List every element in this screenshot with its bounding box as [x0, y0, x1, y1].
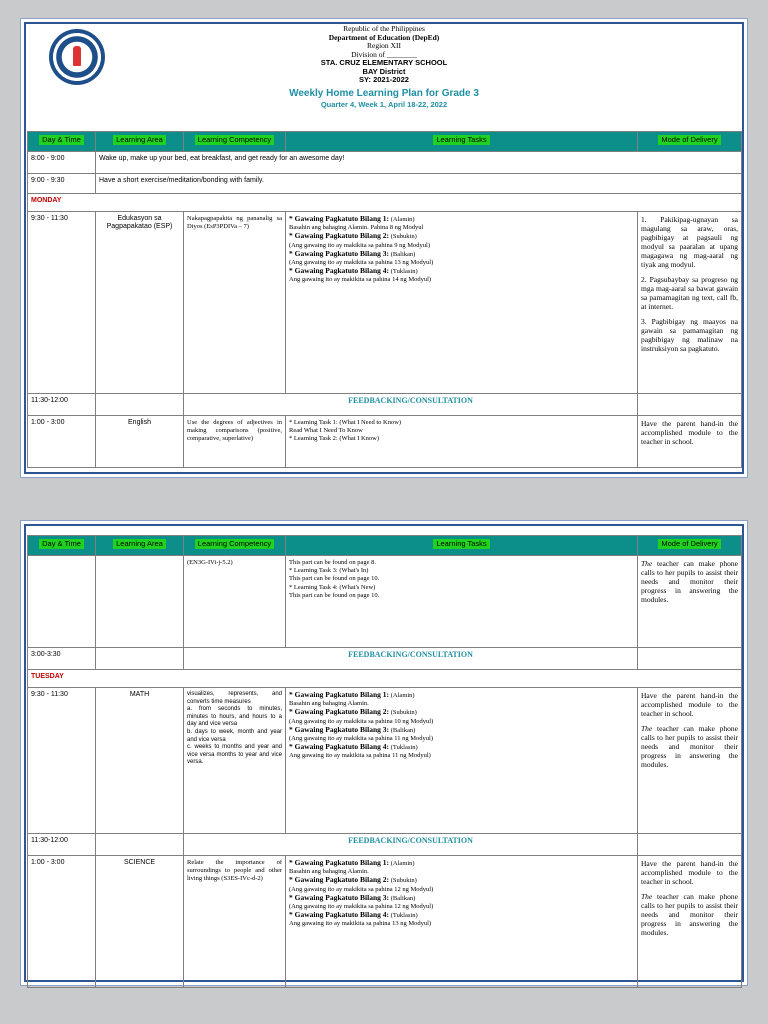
division-line: Division of ________ [351, 49, 417, 59]
task-line: (Ang gawaing ito ay makikita sa pahina 12 ng Modyul) [289, 903, 434, 911]
task-line: Basahin ang bahaging Alamin. Pahina 8 ng Modyul [289, 224, 424, 232]
page-1 [20, 18, 748, 478]
task-line [289, 691, 634, 700]
time-cell: 9:00 - 9:30 [28, 174, 96, 194]
table-header-row [28, 536, 742, 556]
empty-cell [96, 394, 184, 416]
header-label: Learning Competency [195, 539, 274, 549]
task-line: Ang gawaing ito ay makikita sa pahina 13 ng Modyul) [289, 920, 432, 928]
header-learning-tasks [286, 536, 638, 556]
header-label: Learning Tasks [433, 539, 489, 549]
task-label: * Gawaing Pagkatuto Bilang 4: [289, 910, 390, 920]
time-cell: 11:30-12:00 [28, 394, 96, 416]
delivery-italic: The [641, 559, 653, 568]
task-line: * Learning Task 2: (What I Know) [289, 435, 380, 443]
plan-title: Weekly Home Learning Plan for Grade 3 [289, 87, 479, 99]
header-learning-area [96, 536, 184, 556]
learning-area-cell: SCIENCE [96, 856, 184, 988]
task-line: Basahin ang bahaging Alamin. [289, 700, 369, 708]
header-label: Learning Area [113, 135, 166, 145]
table-row [28, 152, 742, 174]
task-line: This part can be found on page 10. [289, 575, 380, 583]
delivery-item: Have the parent hand-in the accomplished module to the teacher in school. [641, 859, 738, 886]
header-day-time [28, 536, 96, 556]
header-label: Learning Competency [195, 135, 274, 145]
task-tag: (Balikan) [390, 894, 416, 902]
tasks-cell [286, 688, 638, 834]
task-label: * Gawaing Pagkatuto Bilang 1: [289, 690, 390, 699]
delivery-item [641, 892, 738, 937]
task-line: * Learning Task 4: (What's New) [289, 583, 376, 591]
header-label: Mode of Delivery [658, 539, 720, 549]
feedback-label: FEEDBACKING/CONSULTATION [184, 394, 638, 416]
competency-cell [184, 688, 286, 834]
school-year: SY: 2021-2022 [359, 75, 409, 84]
competency-cell: (EN3G-IVi-j-5.2) [184, 556, 286, 648]
tasks-cell [286, 212, 638, 394]
feedback-label: FEEDBACKING/CONSULTATION [184, 834, 638, 856]
task-line [289, 215, 634, 224]
task-label: * Gawaing Pagkatuto Bilang 4: [289, 742, 390, 752]
header-label: Day & Time [39, 135, 84, 145]
table-row [28, 416, 742, 468]
delivery-item: 3. Pagbibigay ng maayos na gawain sa pamamagitan ng pagbibigay ng malinaw na instruksiyon sa pagkatuto. [641, 317, 738, 353]
task-tag: (Balikan) [390, 726, 416, 734]
header-learning-competency [184, 132, 286, 152]
header-mode-of-delivery [638, 536, 742, 556]
header-learning-tasks [286, 132, 638, 152]
task-tag: (Alamin) [390, 692, 415, 699]
task-tag: (Tuklasin) [390, 268, 418, 276]
activity-cell: Have a short exercise/meditation/bonding with family. [96, 174, 742, 194]
plan-subtitle: Quarter 4, Week 1, April 18-22, 2022 [320, 100, 448, 109]
task-label: * Gawaing Pagkatuto Bilang 3: [289, 248, 390, 258]
delivery-italic: The [641, 892, 653, 901]
learning-area-cell: MATH [96, 688, 184, 834]
competency-cell: Use the degrees of adjectives in making comparisons (positive, comparative, superlative) [184, 416, 286, 468]
task-line [289, 708, 634, 717]
table-row [28, 556, 742, 648]
task-tag: (Subukin) [390, 709, 417, 717]
task-label: * Gawaing Pagkatuto Bilang 2: [289, 875, 390, 885]
task-label: * Gawaing Pagkatuto Bilang 4: [289, 266, 390, 276]
competency-cell: Relate the importance of surroundings to people and other living things (S3ES-IVc-d-2) [184, 856, 286, 988]
department-line: Department of Education (DepEd) [328, 32, 440, 42]
competency-line: visualizes, represents, and converts time measures [187, 691, 282, 705]
task-line: Basahin ang bahaging Alamin. [289, 868, 369, 876]
delivery-cell [638, 856, 742, 988]
task-line: Ang gawaing ito ay makikita sa pahina 14 ng Modyul) [289, 276, 432, 284]
task-tag: (Alamin) [390, 860, 415, 867]
time-cell: 3:00-3:30 [28, 648, 96, 670]
task-tag: (Tuklasin) [390, 744, 418, 752]
day-label: TUESDAY [28, 670, 742, 688]
task-line [289, 876, 634, 885]
header-mode-of-delivery [638, 132, 742, 152]
header-learning-area [96, 132, 184, 152]
tasks-cell [286, 556, 638, 648]
task-line: This part can be found on page 10. [289, 591, 380, 599]
task-line [289, 232, 634, 241]
header-label: Learning Area [113, 539, 166, 549]
delivery-cell [638, 212, 742, 394]
task-line [289, 859, 634, 868]
competency-line: c. weeks to months and year and vice versa months to year and vice versa. [187, 744, 282, 766]
empty-cell [638, 648, 742, 670]
delivery-item: Have the parent hand-in the accomplished module to the teacher in school. [641, 691, 738, 718]
header-label: Learning Tasks [433, 135, 489, 145]
table-row [28, 174, 742, 194]
task-line: (Ang gawaing ito ay makikita sa pahina 9 ng Modyul) [289, 241, 430, 249]
time-cell: 1:00 - 3:00 [28, 416, 96, 468]
competency-line: b. days to week, month and year and vice versa [187, 728, 282, 743]
feedback-row [28, 394, 742, 416]
time-cell: 8:00 - 9:00 [28, 152, 96, 174]
header-label: Day & Time [39, 539, 84, 549]
delivery-text: teacher can make phone calls to her pupils to assist their needs and monitor their progress in answering the modules. [641, 724, 738, 769]
time-cell: 9:30 - 11:30 [28, 688, 96, 834]
day-row-tuesday [28, 670, 742, 688]
district-line: BAY District [362, 66, 406, 76]
task-label: * Gawaing Pagkatuto Bilang 3: [289, 892, 390, 902]
tasks-cell [286, 416, 638, 468]
task-line: * Learning Task 1: (What I Need to Know) [289, 419, 402, 426]
day-label: MONDAY [28, 194, 742, 212]
feedback-row [28, 648, 742, 670]
delivery-item: 2. Pagsubaybay sa progreso ng mga mag-aaral sa bawat gawain sa pamamagitan ng text, call fb, at internet. [641, 275, 738, 311]
school-name: STA. CRUZ ELEMENTARY SCHOOL [320, 58, 448, 67]
activity-cell: Wake up, make up your bed, eat breakfast, and get ready for an awesome day! [96, 152, 742, 174]
feedback-row [28, 834, 742, 856]
feedback-label: FEEDBACKING/CONSULTATION [184, 648, 638, 670]
competency-cell: Nakapagpapakita ng pananalig sa Diyos (EsP3PDIVa – 7) [184, 212, 286, 394]
tasks-cell [286, 856, 638, 988]
empty-cell [96, 834, 184, 856]
task-line: (Ang gawaing ito ay makikita sa pahina 11 ng Modyul) [289, 735, 433, 743]
task-tag: (Tuklasin) [390, 912, 418, 920]
task-line: Ang gawaing ito ay makikita sa pahina 11 ng Modyul) [289, 752, 431, 760]
task-line [289, 250, 634, 259]
task-line [289, 726, 634, 735]
delivery-cell: Have the parent hand-in the accomplished module to the teacher in school. [638, 416, 742, 468]
header-day-time [28, 132, 96, 152]
delivery-cell [638, 688, 742, 834]
table-row [28, 688, 742, 834]
empty-cell [638, 834, 742, 856]
learning-area-cell: Edukasyon sa Pagpapakatao (ESP) [96, 212, 184, 394]
empty-cell [28, 556, 96, 648]
empty-cell [96, 556, 184, 648]
task-line: * Learning Task 3: (What's In) [289, 567, 369, 575]
delivery-cell [638, 556, 742, 648]
time-cell: 1:00 - 3:00 [28, 856, 96, 988]
region-line: Region XII [367, 41, 401, 50]
header-label: Mode of Delivery [658, 135, 720, 145]
task-label: * Gawaing Pagkatuto Bilang 3: [289, 724, 390, 734]
task-label: * Gawaing Pagkatuto Bilang 1: [289, 214, 390, 223]
task-tag: (Alamin) [390, 216, 415, 223]
day-row-monday [28, 194, 742, 212]
task-line: Read What I Need To Know [289, 427, 363, 435]
plan-table-1 [27, 131, 742, 468]
page-2 [20, 520, 748, 986]
time-cell: 11:30-12:00 [28, 834, 96, 856]
task-label: * Gawaing Pagkatuto Bilang 2: [289, 707, 390, 717]
task-line [289, 267, 634, 276]
delivery-text: teacher can make phone calls to her pupils to assist their needs and monitor their progress in answering the modules. [641, 559, 738, 604]
delivery-item [641, 559, 738, 604]
task-tag: (Subukin) [390, 877, 417, 885]
time-cell: 9:30 - 11:30 [28, 212, 96, 394]
table-header-row [28, 132, 742, 152]
empty-cell [638, 394, 742, 416]
learning-area-cell: English [96, 416, 184, 468]
task-line [289, 911, 634, 920]
delivery-item [641, 724, 738, 769]
task-line [289, 743, 634, 752]
delivery-text: teacher can make phone calls to her pupils to assist their needs and monitor their progress in answering the modules. [641, 892, 738, 937]
task-tag: (Subukin) [390, 233, 417, 241]
task-tag: (Balikan) [390, 250, 416, 258]
empty-cell [96, 648, 184, 670]
table-row [28, 212, 742, 394]
task-label: * Gawaing Pagkatuto Bilang 2: [289, 231, 390, 241]
task-label: * Gawaing Pagkatuto Bilang 1: [289, 858, 390, 867]
document-header [21, 25, 747, 110]
task-line: (Ang gawaing ito ay makikita sa pahina 10 ng Modyul) [289, 717, 434, 725]
plan-table-2 [27, 535, 742, 988]
task-line [289, 894, 634, 903]
task-line: (Ang gawaing ito ay makikita sa pahina 13 ng Modyul) [289, 259, 434, 267]
table-row [28, 856, 742, 988]
delivery-italic: The [641, 724, 653, 733]
competency-line: a. from seconds to minutes, minutes to hours, and hours to a day and vice versa [187, 706, 282, 728]
delivery-item: 1. Pakikipag-ugnayan sa magulang sa araw, oras, pagbibigay at pagsauli ng modyul sa paaralan at upang magagawa ng mag-aaral ng tiyak ang modyul. [641, 215, 738, 269]
task-line: (Ang gawaing ito ay makikita sa pahina 12 ng Modyul) [289, 885, 434, 893]
task-line: This part can be found on page 8. [289, 559, 377, 566]
republic-line: Republic of the Philippines [343, 24, 425, 33]
header-learning-competency [184, 536, 286, 556]
